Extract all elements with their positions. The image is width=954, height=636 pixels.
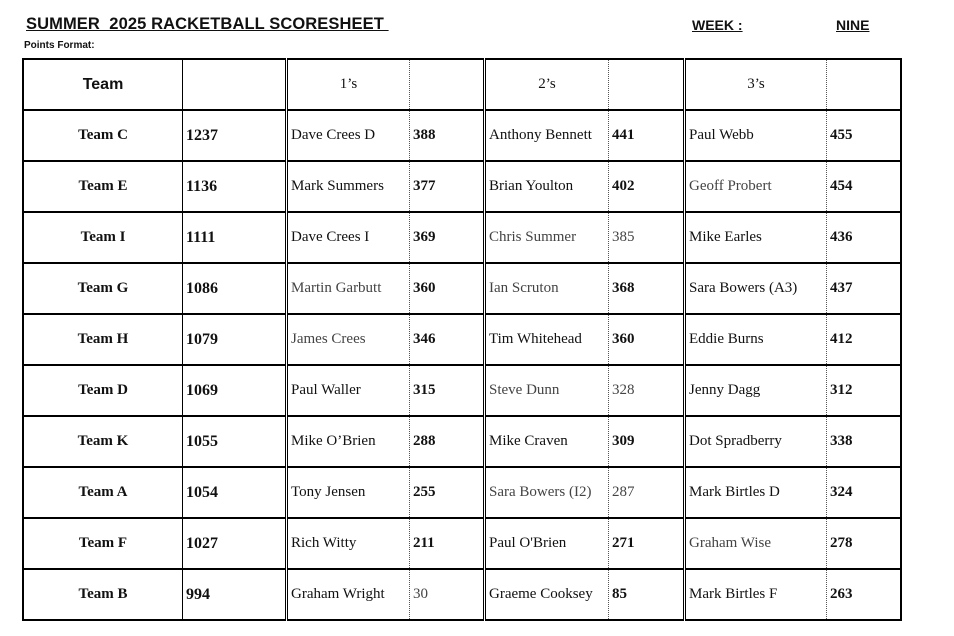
threes-player: Mark Birtles F — [685, 569, 827, 620]
ones-player: Graham Wright — [287, 569, 410, 620]
ones-score: 255 — [410, 467, 485, 518]
twos-score: 328 — [609, 365, 685, 416]
team-name: Team A — [23, 467, 183, 518]
threes-player: Jenny Dagg — [685, 365, 827, 416]
twos-score: 402 — [609, 161, 685, 212]
threes-score: 455 — [827, 110, 902, 161]
table-row — [23, 569, 901, 620]
twos-player: Brian Youlton — [485, 161, 609, 212]
threes-column-header: 3’s — [685, 59, 827, 110]
team-total: 1069 — [183, 365, 287, 416]
threes-score: 436 — [827, 212, 902, 263]
ones-player: Mark Summers — [287, 161, 410, 212]
threes-player: Graham Wise — [685, 518, 827, 569]
table-row — [23, 212, 901, 263]
table-row — [23, 110, 901, 161]
points-format-label: Points Format: — [24, 40, 95, 51]
table-row — [23, 263, 901, 314]
twos-player: Paul O'Brien — [485, 518, 609, 569]
table-row — [23, 161, 901, 212]
table-row — [23, 416, 901, 467]
team-name: Team H — [23, 314, 183, 365]
twos-player: Mike Craven — [485, 416, 609, 467]
ones-score: 211 — [410, 518, 485, 569]
twos-player: Anthony Bennett — [485, 110, 609, 161]
ones-score: 346 — [410, 314, 485, 365]
threes-score: 437 — [827, 263, 902, 314]
threes-player: Eddie Burns — [685, 314, 827, 365]
team-name: Team C — [23, 110, 183, 161]
twos-player: Graeme Cooksey — [485, 569, 609, 620]
team-total: 994 — [183, 569, 287, 620]
table-row — [23, 365, 901, 416]
ones-score-header — [410, 59, 485, 110]
ones-player: Dave Crees I — [287, 212, 410, 263]
twos-score: 360 — [609, 314, 685, 365]
twos-score-header — [609, 59, 685, 110]
threes-score: 278 — [827, 518, 902, 569]
team-name: Team K — [23, 416, 183, 467]
threes-score: 412 — [827, 314, 902, 365]
team-name: Team F — [23, 518, 183, 569]
team-total: 1054 — [183, 467, 287, 518]
team-total: 1055 — [183, 416, 287, 467]
team-total: 1086 — [183, 263, 287, 314]
ones-player: Martin Garbutt — [287, 263, 410, 314]
ones-score: 360 — [410, 263, 485, 314]
team-total: 1079 — [183, 314, 287, 365]
twos-score: 309 — [609, 416, 685, 467]
twos-score: 368 — [609, 263, 685, 314]
threes-score: 263 — [827, 569, 902, 620]
twos-score: 385 — [609, 212, 685, 263]
team-name: Team B — [23, 569, 183, 620]
ones-player: Mike O’Brien — [287, 416, 410, 467]
team-name: Team G — [23, 263, 183, 314]
scoresheet-table — [22, 58, 902, 621]
twos-score: 287 — [609, 467, 685, 518]
twos-score: 271 — [609, 518, 685, 569]
ones-score: 30 — [410, 569, 485, 620]
ones-score: 315 — [410, 365, 485, 416]
twos-player: Ian Scruton — [485, 263, 609, 314]
threes-score: 454 — [827, 161, 902, 212]
threes-player: Sara Bowers (A3) — [685, 263, 827, 314]
ones-player: James Crees — [287, 314, 410, 365]
team-total: 1136 — [183, 161, 287, 212]
threes-player: Dot Spradberry — [685, 416, 827, 467]
threes-player: Mike Earles — [685, 212, 827, 263]
week-label: WEEK : — [692, 17, 743, 33]
threes-score: 338 — [827, 416, 902, 467]
twos-score: 85 — [609, 569, 685, 620]
ones-score: 377 — [410, 161, 485, 212]
twos-player: Tim Whitehead — [485, 314, 609, 365]
threes-player: Geoff Probert — [685, 161, 827, 212]
ones-player: Paul Waller — [287, 365, 410, 416]
ones-player: Tony Jensen — [287, 467, 410, 518]
ones-score: 369 — [410, 212, 485, 263]
table-row — [23, 518, 901, 569]
team-total: 1237 — [183, 110, 287, 161]
ones-player: Rich Witty — [287, 518, 410, 569]
team-name: Team D — [23, 365, 183, 416]
table-row — [23, 314, 901, 365]
twos-player: Sara Bowers (I2) — [485, 467, 609, 518]
threes-score: 324 — [827, 467, 902, 518]
table-row — [23, 467, 901, 518]
team-column-header: Team — [23, 59, 183, 110]
team-total: 1111 — [183, 212, 287, 263]
week-value: NINE — [836, 17, 870, 33]
twos-player: Chris Summer — [485, 212, 609, 263]
ones-score: 388 — [410, 110, 485, 161]
threes-player: Mark Birtles D — [685, 467, 827, 518]
ones-score: 288 — [410, 416, 485, 467]
team-name: Team I — [23, 212, 183, 263]
scoresheet-title: SUMMER 2025 RACKETBALL SCORESHEET — [26, 15, 389, 33]
team-name: Team E — [23, 161, 183, 212]
header-row — [23, 59, 901, 110]
total-column-header — [183, 59, 287, 110]
threes-player: Paul Webb — [685, 110, 827, 161]
ones-player: Dave Crees D — [287, 110, 410, 161]
twos-column-header: 2’s — [485, 59, 609, 110]
twos-player: Steve Dunn — [485, 365, 609, 416]
threes-score-header — [827, 59, 902, 110]
team-total: 1027 — [183, 518, 287, 569]
twos-score: 441 — [609, 110, 685, 161]
threes-score: 312 — [827, 365, 902, 416]
ones-column-header: 1’s — [287, 59, 410, 110]
